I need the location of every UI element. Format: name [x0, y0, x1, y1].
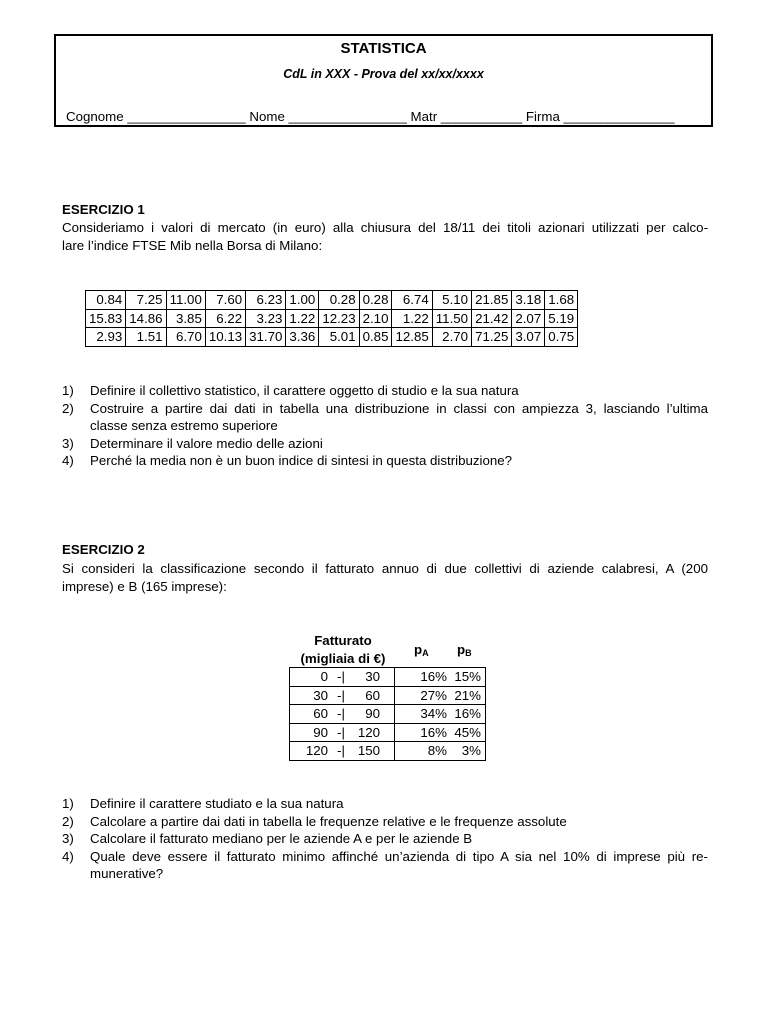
exercise1-intro — [62, 219, 708, 254]
table-cell: 1.68 — [545, 291, 578, 310]
table-cell: 2.10 — [359, 309, 392, 328]
question-text: Calcolare il fatturato mediano per le aziende A e per le aziende B — [90, 831, 473, 847]
table-cell: 7.60 — [205, 291, 245, 310]
question-item — [62, 848, 708, 883]
exercise2-intro-line: Si consideri la classificazione secondo il fatturato annuo di due collettivi di aziende calabresi, A (200 — [62, 561, 708, 576]
question-number: 3) — [62, 831, 74, 847]
class-lower-bound: 30 — [313, 687, 328, 703]
table-cell: 6.70 — [166, 328, 205, 347]
table-cell: 12.23 — [319, 309, 359, 328]
class-upper-bound: 150 — [357, 743, 380, 759]
revenue-class-cell — [290, 705, 395, 724]
question-text: Quale deve essere il fatturato minimo affinché un’azienda di tipo A sia nel 10% di imprese più re- — [90, 848, 708, 864]
table-cell: 5.19 — [545, 309, 578, 328]
table-row — [290, 723, 486, 742]
table-cell: 10.13 — [205, 328, 245, 347]
table-cell: 3.18 — [512, 291, 545, 310]
exercise2-revenue-table — [289, 667, 486, 761]
table-cell: 0.84 — [86, 291, 126, 310]
question-text: Calcolare a partire dai dati in tabella le frequenze relative e le frequenze assolute — [90, 813, 567, 829]
question-text: Perché la media non è un buon indice di sintesi in questa distribuzione? — [90, 453, 513, 469]
exercise2-questions — [62, 795, 708, 883]
table-cell: 1.22 — [286, 309, 319, 328]
exercise2-intro-line: imprese) e B (165 imprese): — [62, 578, 227, 594]
table-cell: 0.28 — [319, 291, 359, 310]
class-separator: -| — [337, 724, 345, 740]
table-row — [290, 668, 486, 687]
table-cell: 2.93 — [86, 328, 126, 347]
question-text: Definire il collettivo statistico, il carattere oggetto di studio e la sua natura — [90, 383, 519, 398]
question-text: Costruire a partire dai dati in tabella una distribuzione in classi con ampiezza 3, lasciando l’ultima — [90, 400, 708, 416]
table-cell: 3.07 — [512, 328, 545, 347]
exam-subtitle: CdL in XXX - Prova del xx/xx/xxxx — [283, 67, 484, 81]
question-item — [62, 382, 708, 400]
question-text: Determinare il valore medio delle azioni — [90, 435, 323, 451]
question-number: 1) — [62, 383, 74, 398]
table-cell: 0.85 — [359, 328, 392, 347]
question-item — [62, 813, 708, 831]
exercise2-title: ESERCIZIO 2 — [62, 542, 145, 557]
exercise1-questions — [62, 382, 708, 470]
question-text: classe senza estremo superiore — [90, 418, 278, 434]
pa-value: 16% — [395, 723, 452, 742]
question-number: 1) — [62, 796, 74, 811]
question-number: 3) — [62, 435, 74, 451]
pb-column-header — [457, 641, 472, 662]
question-text: Definire il carattere studiato e la sua natura — [90, 796, 344, 811]
table-cell: 7.25 — [126, 291, 166, 310]
table-cell: 6.22 — [205, 309, 245, 328]
table-row — [290, 705, 486, 724]
pb-value: 45% — [451, 723, 486, 742]
exercise1-intro-line: Consideriamo i valori di mercato (in euro) alla chiusura del 18/11 dei titoli azionari utilizzati per calco- — [62, 220, 708, 235]
pb-value: 21% — [451, 686, 486, 705]
revenue-class-cell — [290, 668, 395, 687]
table-cell: 1.51 — [126, 328, 166, 347]
question-item — [62, 400, 708, 435]
class-lower-bound: 120 — [305, 743, 328, 759]
table-cell: 2.07 — [512, 309, 545, 328]
pb-subscript: B — [465, 648, 472, 658]
pb-symbol: p — [457, 642, 466, 657]
question-text: munerative? — [90, 866, 164, 882]
class-separator: -| — [337, 669, 345, 685]
class-separator: -| — [337, 687, 345, 703]
exam-title: STATISTICA — [340, 40, 427, 57]
pb-value: 15% — [451, 668, 486, 687]
question-number: 2) — [62, 400, 74, 416]
pa-value: 8% — [395, 742, 452, 761]
exercise1-title: ESERCIZIO 1 — [62, 202, 145, 217]
table-cell: 15.83 — [86, 309, 126, 328]
exercise2-intro — [62, 560, 708, 595]
question-item — [62, 452, 708, 470]
table-cell: 11.50 — [432, 309, 471, 328]
table-cell: 21.42 — [472, 309, 512, 328]
pa-value: 27% — [395, 686, 452, 705]
question-number: 4) — [62, 453, 74, 469]
table-cell: 2.70 — [432, 328, 471, 347]
pa-subscript: A — [422, 648, 429, 658]
table-cell: 3.85 — [166, 309, 205, 328]
student-info-fields: Cognome ________________ Nome ________________ Matr ___________ Firma _______________ — [66, 109, 675, 124]
class-separator: -| — [337, 743, 345, 759]
pa-value: 34% — [395, 705, 452, 724]
class-upper-bound: 90 — [365, 706, 380, 722]
table-cell: 0.28 — [359, 291, 392, 310]
table-cell: 1.00 — [286, 291, 319, 310]
table-cell: 3.23 — [246, 309, 286, 328]
table-row — [86, 309, 578, 328]
revenue-column-header — [289, 632, 397, 668]
class-lower-bound: 90 — [313, 724, 328, 740]
exercise1-intro-line: lare l’indice FTSE Mib nella Borsa di Milano: — [62, 237, 323, 253]
pb-value: 16% — [451, 705, 486, 724]
table-row — [290, 742, 486, 761]
table-row — [86, 291, 578, 310]
table-cell: 6.23 — [246, 291, 286, 310]
exercise1-data-table — [85, 290, 578, 347]
table-cell: 1.22 — [392, 309, 432, 328]
class-lower-bound: 0 — [320, 669, 328, 685]
class-upper-bound: 120 — [357, 724, 380, 740]
class-separator: -| — [337, 706, 345, 722]
revenue-class-cell — [290, 742, 395, 761]
table-cell: 12.85 — [392, 328, 432, 347]
question-number: 4) — [62, 848, 74, 864]
revenue-header-line2: (migliaia di €) — [300, 651, 386, 666]
table-cell: 3.36 — [286, 328, 319, 347]
table-cell: 5.10 — [432, 291, 471, 310]
table-cell: 31.70 — [246, 328, 286, 347]
pb-value: 3% — [451, 742, 486, 761]
table-row — [86, 328, 578, 347]
table-cell: 14.86 — [126, 309, 166, 328]
pa-value: 16% — [395, 668, 452, 687]
table-cell: 0.75 — [545, 328, 578, 347]
table-cell: 21.85 — [472, 291, 512, 310]
question-item — [62, 435, 708, 453]
table-cell: 5.01 — [319, 328, 359, 347]
pa-column-header — [414, 641, 429, 662]
class-lower-bound: 60 — [313, 706, 328, 722]
table-row — [290, 686, 486, 705]
question-item — [62, 795, 708, 813]
class-upper-bound: 30 — [365, 669, 380, 685]
class-upper-bound: 60 — [365, 687, 380, 703]
revenue-class-cell — [290, 686, 395, 705]
pa-symbol: p — [414, 642, 423, 657]
table-cell: 6.74 — [392, 291, 432, 310]
exam-header-box — [54, 34, 713, 127]
question-item — [62, 830, 708, 848]
table-cell: 11.00 — [166, 291, 205, 310]
question-number: 2) — [62, 813, 74, 829]
revenue-class-cell — [290, 723, 395, 742]
table-cell: 71.25 — [472, 328, 512, 347]
revenue-header-line1: Fatturato — [314, 633, 372, 648]
